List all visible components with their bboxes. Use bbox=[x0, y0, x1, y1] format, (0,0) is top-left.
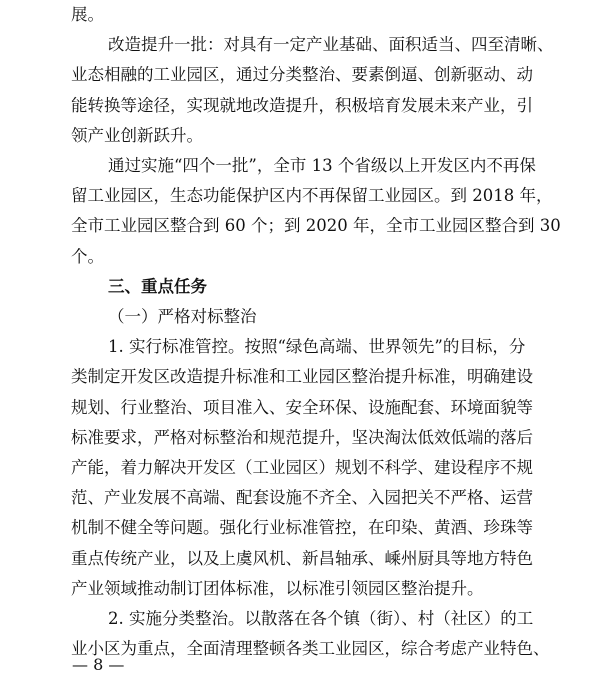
text-line: 业小区为重点，全面清理整顿各类工业园区，综合考虑产业特色、 bbox=[71, 639, 550, 659]
text-line: 1. 实行标准管控。按照“绿色高端、世界领先”的目标，分 bbox=[108, 337, 526, 357]
text-line: 产能，着力解决开发区（工业园区）规划不科学、建设程序不规 bbox=[71, 458, 533, 477]
text-line: 留工业园区，生态功能保护区内不再保留工业园区。到 2018 年， bbox=[71, 186, 553, 206]
text-line: 标准要求，严格对标整治和规范提升，坚决淘汰低效低端的落后 bbox=[71, 427, 533, 447]
text-line: 全市工业园区整合到 60 个；到 2020 年，全市工业园区整合到 30 bbox=[71, 216, 561, 236]
text-line: 领产业创新跃升。 bbox=[71, 125, 203, 145]
text-line: 范、产业发展不高端、配套设施不齐全、入园把关不严格、运营 bbox=[71, 488, 533, 508]
text-line: 业态相融的工业园区，通过分类整治、要素倒逼、创新驱动、动 bbox=[71, 65, 533, 85]
text-line: 产业领域推动制订团体标准，以标准引领园区整治提升。 bbox=[71, 578, 484, 598]
text-line: 机制不健全等问题。强化行业标准管控，在印染、黄酒、珍珠等 bbox=[71, 518, 533, 538]
text-line: 个。 bbox=[71, 246, 104, 266]
page-number: — 8 — bbox=[72, 655, 125, 674]
text-line: 能转换等途径，实现就地改造提升，积极培育发展未来产业，引 bbox=[71, 95, 533, 115]
text-line: 重点传统产业，以及上虞风机、新昌轴承、嵊州厨具等地方特色 bbox=[71, 548, 533, 568]
text-line: 改造提升一批：对具有一定产业基础、面积适当、四至清晰、 bbox=[108, 35, 554, 55]
subsection-heading: （一）严格对标整治 bbox=[108, 307, 257, 326]
text-line: 通过实施“四个一批”，全市 13 个省级以上开发区内不再保 bbox=[108, 156, 536, 175]
section-heading: 三、重点任务 bbox=[108, 276, 207, 296]
text-line: 展。 bbox=[71, 5, 104, 24]
text-line: 类制定开发区改造提升标准和工业园区整治提升标准，明确建设 bbox=[71, 367, 533, 387]
text-line: 规划、行业整治、项目准入、安全环保、设施配套、环境面貌等 bbox=[71, 397, 533, 417]
text-line: 2. 实施分类整治。以散落在各个镇（街）、村（社区）的工 bbox=[108, 609, 534, 628]
